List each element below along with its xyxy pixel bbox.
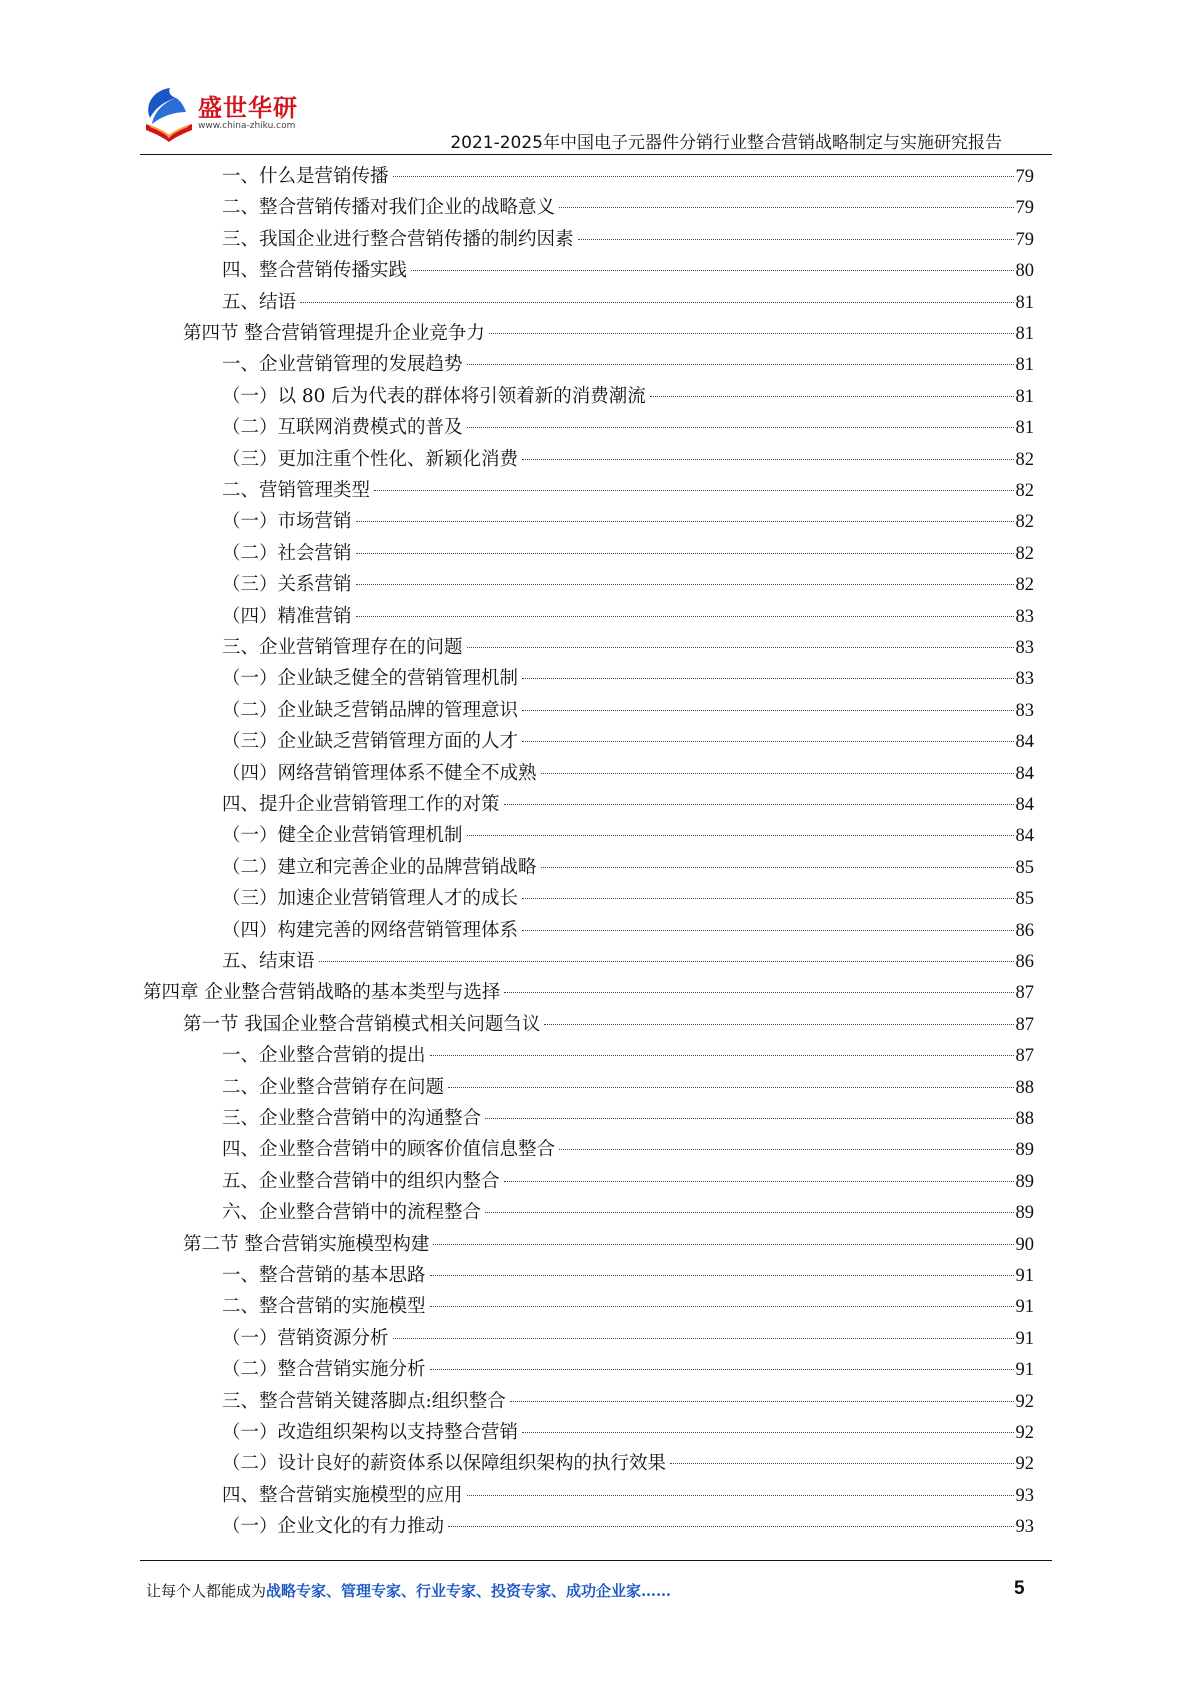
toc-entry-page: 83 — [1015, 669, 1034, 690]
toc-entry[interactable] — [222, 193, 1034, 223]
toc-entry-title: （三）企业缺乏营销管理方面的人才 — [222, 731, 519, 753]
footer-slogan-prefix: 让每个人都能成为 — [146, 1582, 267, 1600]
toc-entry-page: 83 — [1015, 606, 1034, 627]
toc-entry-page: 81 — [1015, 386, 1034, 407]
toc-entry[interactable] — [222, 884, 1034, 914]
toc-entry[interactable] — [222, 1481, 1034, 1511]
toc-entry[interactable] — [183, 1230, 1034, 1260]
toc-entry-title: 五、结语 — [222, 291, 297, 313]
toc-entry[interactable] — [222, 1418, 1034, 1448]
toc-entry-page: 89 — [1015, 1203, 1034, 1224]
toc-entry[interactable] — [222, 696, 1034, 726]
toc-dot-leader — [522, 898, 1013, 899]
toc-dot-leader — [393, 1338, 1014, 1339]
toc-entry[interactable] — [222, 1198, 1034, 1228]
toc-dot-leader — [670, 1463, 1013, 1464]
toc-entry-title: （三）加速企业营销管理人才的成长 — [222, 888, 519, 910]
toc-entry-title: （三）关系营销 — [222, 574, 352, 596]
toc-entry[interactable] — [222, 790, 1034, 820]
toc-entry-title: 五、企业整合营销中的组织内整合 — [222, 1170, 500, 1192]
toc-entry-page: 90 — [1015, 1234, 1034, 1255]
toc-entry-title: （二）建立和完善企业的品牌营销战略 — [222, 856, 537, 878]
toc-dot-leader — [448, 1526, 1013, 1527]
toc-entry[interactable] — [222, 602, 1034, 632]
toc-entry-title: （二）互联网消费模式的普及 — [222, 417, 463, 439]
footer-divider — [140, 1560, 1052, 1561]
toc-entry-title: 四、整合营销实施模型的应用 — [222, 1484, 463, 1506]
toc-entry[interactable] — [222, 1041, 1034, 1071]
toc-entry[interactable] — [222, 853, 1034, 883]
toc-dot-leader — [319, 961, 1014, 962]
toc-entry-title: 四、整合营销传播实践 — [222, 260, 408, 282]
toc-entry-title: （四）精准营销 — [222, 605, 352, 627]
toc-entry-title: 一、整合营销的基本思路 — [222, 1265, 426, 1286]
toc-entry-page: 79 — [1015, 167, 1034, 187]
toc-entry-page: 87 — [1015, 983, 1034, 1004]
logo-brand-name: 盛世华研 — [198, 94, 298, 122]
toc-entry-title: （四）构建完善的网络营销管理体系 — [222, 919, 519, 941]
toc-entry-title: （一）以 80 后为代表的群体将引领着新的消费潮流 — [222, 385, 646, 407]
toc-entry-page: 92 — [1015, 1423, 1034, 1443]
toc-entry[interactable] — [222, 507, 1034, 537]
toc-entry-title: 第一节 我国企业整合营销模式相关问题刍议 — [183, 1013, 541, 1035]
toc-entry[interactable] — [222, 1167, 1034, 1197]
toc-dot-leader — [522, 930, 1013, 931]
toc-entry-title: 一、什么是营销传播 — [222, 166, 389, 187]
toc-dot-leader — [430, 1275, 1014, 1276]
toc-entry-page: 93 — [1015, 1485, 1034, 1506]
toc-entry-title: 一、企业整合营销的提出 — [222, 1045, 426, 1067]
toc-entry-page: 83 — [1015, 638, 1034, 658]
toc-entry-title: （一）企业缺乏健全的营销管理机制 — [222, 668, 519, 690]
toc-dot-leader — [541, 867, 1014, 868]
toc-entry[interactable] — [222, 664, 1034, 694]
toc-dot-leader — [411, 270, 1013, 271]
toc-entry-page: 87 — [1015, 1014, 1034, 1035]
toc-entry-page: 82 — [1015, 512, 1034, 533]
toc-entry[interactable] — [222, 476, 1034, 506]
toc-entry-title: 二、整合营销的实施模型 — [222, 1296, 426, 1318]
toc-dot-leader — [467, 647, 1014, 648]
logo-url: www.china-zhiku.com — [198, 121, 296, 131]
toc-entry[interactable] — [222, 1135, 1034, 1165]
toc-entry-title: （一）市场营销 — [222, 511, 352, 533]
toc-dot-leader — [510, 1401, 1014, 1402]
toc-entry-title: （三）更加注重个性化、新颖化消费 — [222, 448, 519, 470]
toc-entry-page: 81 — [1015, 324, 1034, 344]
toc-entry-title: 四、企业整合营销中的顾客价值信息整合 — [222, 1139, 556, 1161]
toc-dot-leader — [485, 1118, 1013, 1119]
toc-dot-leader — [356, 521, 1014, 522]
toc-entry-page: 88 — [1015, 1077, 1034, 1098]
toc-dot-leader — [467, 1495, 1014, 1496]
toc-entry[interactable] — [222, 947, 1034, 977]
toc-entry-title: （二）设计良好的薪资体系以保障组织架构的执行效果 — [222, 1453, 667, 1475]
toc-entry-page: 84 — [1015, 763, 1034, 784]
toc-entry[interactable] — [222, 288, 1034, 318]
company-logo — [140, 84, 320, 144]
toc-dot-leader — [522, 1432, 1013, 1433]
toc-entry-title: 二、整合营销传播对我们企业的战略意义 — [222, 197, 556, 219]
toc-entry-page: 91 — [1015, 1297, 1034, 1318]
toc-entry-page: 91 — [1015, 1360, 1034, 1381]
toc-entry[interactable] — [222, 382, 1034, 412]
toc-entry-page: 82 — [1015, 575, 1034, 596]
toc-dot-leader — [541, 773, 1014, 774]
toc-entry[interactable] — [143, 978, 1034, 1008]
toc-entry-title: 四、提升企业营销管理工作的对策 — [222, 794, 500, 815]
toc-entry[interactable] — [222, 539, 1034, 569]
toc-entry-page: 89 — [1015, 1171, 1034, 1192]
toc-entry[interactable] — [222, 570, 1034, 600]
toc-entry-title: 第二节 整合营销实施模型构建 — [183, 1233, 430, 1255]
toc-entry[interactable] — [222, 1355, 1034, 1385]
toc-entry[interactable] — [222, 1261, 1034, 1291]
toc-entry[interactable] — [222, 445, 1034, 475]
toc-dot-leader — [430, 1306, 1014, 1307]
toc-dot-leader — [356, 616, 1014, 617]
toc-entry-title: （二）企业缺乏营销品牌的管理意识 — [222, 699, 519, 721]
toc-entry[interactable] — [222, 162, 1034, 192]
toc-dot-leader — [433, 1244, 1013, 1245]
toc-entry-title: （一）企业文化的有力推动 — [222, 1516, 445, 1538]
toc-entry-title: 三、整合营销关键落脚点:组织整合 — [222, 1390, 506, 1412]
toc-entry[interactable] — [222, 727, 1034, 757]
toc-dot-leader — [559, 207, 1013, 208]
toc-entry-page: 82 — [1015, 449, 1034, 470]
toc-dot-leader — [374, 490, 1013, 491]
toc-entry[interactable] — [222, 1387, 1034, 1417]
toc-dot-leader — [650, 396, 1014, 397]
toc-entry-page: 82 — [1015, 481, 1034, 501]
toc-entry[interactable] — [222, 821, 1034, 851]
toc-dot-leader — [522, 459, 1013, 460]
toc-entry-page: 79 — [1015, 229, 1034, 250]
toc-entry-page: 83 — [1015, 700, 1034, 721]
toc-entry-page: 79 — [1015, 198, 1034, 219]
toc-entry[interactable] — [222, 256, 1034, 286]
toc-entry[interactable] — [183, 1010, 1034, 1040]
toc-entry-page: 92 — [1015, 1454, 1034, 1475]
page-header — [0, 0, 1191, 160]
toc-dot-leader — [467, 835, 1014, 836]
toc-entry-title: 第四章 企业整合营销战略的基本类型与选择 — [143, 982, 501, 1004]
toc-entry-page: 84 — [1015, 732, 1034, 753]
toc-entry-page: 81 — [1015, 418, 1034, 439]
toc-entry-page: 84 — [1015, 826, 1034, 847]
toc-dot-leader — [544, 1024, 1013, 1025]
toc-entry-title: （二）整合营销实施分析 — [222, 1359, 426, 1381]
report-title: 2021-2025年中国电子元器件分销行业整合营销战略制定与实施研究报告 — [450, 133, 1002, 153]
toc-entry-title: （二）社会营销 — [222, 542, 352, 564]
toc-entry-page: 82 — [1015, 543, 1034, 564]
toc-entry[interactable] — [222, 1073, 1034, 1103]
toc-entry-title: 二、营销管理类型 — [222, 480, 371, 501]
toc-entry[interactable] — [222, 413, 1034, 443]
toc-entry[interactable] — [222, 225, 1034, 255]
page-number: 5 — [1014, 1578, 1025, 1599]
toc-entry[interactable] — [222, 759, 1034, 789]
toc-entry-page: 85 — [1015, 889, 1034, 910]
toc-dot-leader — [467, 364, 1014, 365]
toc-entry[interactable] — [222, 633, 1034, 663]
toc-dot-leader — [504, 992, 1013, 993]
header-divider — [140, 154, 1052, 155]
toc-entry[interactable] — [183, 319, 1034, 349]
toc-dot-leader — [393, 176, 1014, 177]
toc-entry-title: 三、企业营销管理存在的问题 — [222, 637, 463, 658]
toc-entry[interactable] — [222, 1449, 1034, 1479]
toc-dot-leader — [559, 1149, 1013, 1150]
toc-dot-leader — [300, 302, 1013, 303]
toc-dot-leader — [522, 741, 1013, 742]
toc-entry[interactable] — [222, 1324, 1034, 1354]
toc-dot-leader — [578, 239, 1014, 240]
logo-emblem-icon — [140, 84, 198, 142]
toc-entry-page: 84 — [1015, 795, 1034, 815]
toc-entry-title: 第四节 整合营销管理提升企业竞争力 — [183, 323, 485, 344]
toc-entry[interactable] — [222, 916, 1034, 946]
toc-entry-title: （一）改造组织架构以支持整合营销 — [222, 1422, 519, 1443]
toc-entry-page: 89 — [1015, 1140, 1034, 1161]
toc-dot-leader — [522, 710, 1013, 711]
toc-dot-leader — [430, 1055, 1014, 1056]
toc-entry-page: 85 — [1015, 857, 1034, 878]
footer-slogan-highlight: 战略专家、管理专家、行业专家、投资专家、成功企业家…… — [266, 1582, 672, 1600]
toc-entry-title: 五、结束语 — [222, 951, 315, 972]
toc-entry-page: 80 — [1015, 261, 1034, 282]
toc-entry-page: 91 — [1015, 1266, 1034, 1286]
toc-entry-page: 93 — [1015, 1517, 1034, 1538]
toc-entry-page: 81 — [1015, 292, 1034, 313]
footer-slogan — [146, 1580, 671, 1601]
toc-entry-title: （一）营销资源分析 — [222, 1327, 389, 1349]
toc-dot-leader — [504, 804, 1014, 805]
toc-entry-page: 86 — [1015, 920, 1034, 941]
toc-entry-page: 87 — [1015, 1046, 1034, 1067]
toc-entry-title: 三、我国企业进行整合营销传播的制约因素 — [222, 228, 574, 250]
toc-entry-page: 86 — [1015, 952, 1034, 972]
toc-entry-title: 二、企业整合营销存在问题 — [222, 1076, 445, 1098]
toc-dot-leader — [356, 584, 1014, 585]
toc-entry-title: 一、企业营销管理的发展趋势 — [222, 354, 463, 376]
toc-entry[interactable] — [222, 1292, 1034, 1322]
toc-entry-page: 92 — [1015, 1391, 1034, 1412]
toc-entry-title: （四）网络营销管理体系不健全不成熟 — [222, 762, 537, 784]
toc-entry-title: 三、企业整合营销中的沟通整合 — [222, 1108, 482, 1129]
toc-dot-leader — [504, 1181, 1014, 1182]
toc-entry[interactable] — [222, 1104, 1034, 1134]
toc-dot-leader — [485, 1212, 1013, 1213]
toc-entry[interactable] — [222, 1512, 1034, 1542]
toc-dot-leader — [522, 678, 1013, 679]
toc-dot-leader — [356, 553, 1014, 554]
toc-entry-title: （一）健全企业营销管理机制 — [222, 825, 463, 847]
toc-dot-leader — [430, 1369, 1014, 1370]
toc-entry-title: 六、企业整合营销中的流程整合 — [222, 1202, 482, 1224]
toc-dot-leader — [467, 427, 1014, 428]
toc-entry-page: 91 — [1015, 1328, 1034, 1349]
toc-entry-page: 81 — [1015, 355, 1034, 376]
toc-entry-page: 88 — [1015, 1109, 1034, 1129]
toc-dot-leader — [489, 333, 1014, 334]
toc-dot-leader — [448, 1087, 1013, 1088]
toc-entry[interactable] — [222, 350, 1034, 380]
